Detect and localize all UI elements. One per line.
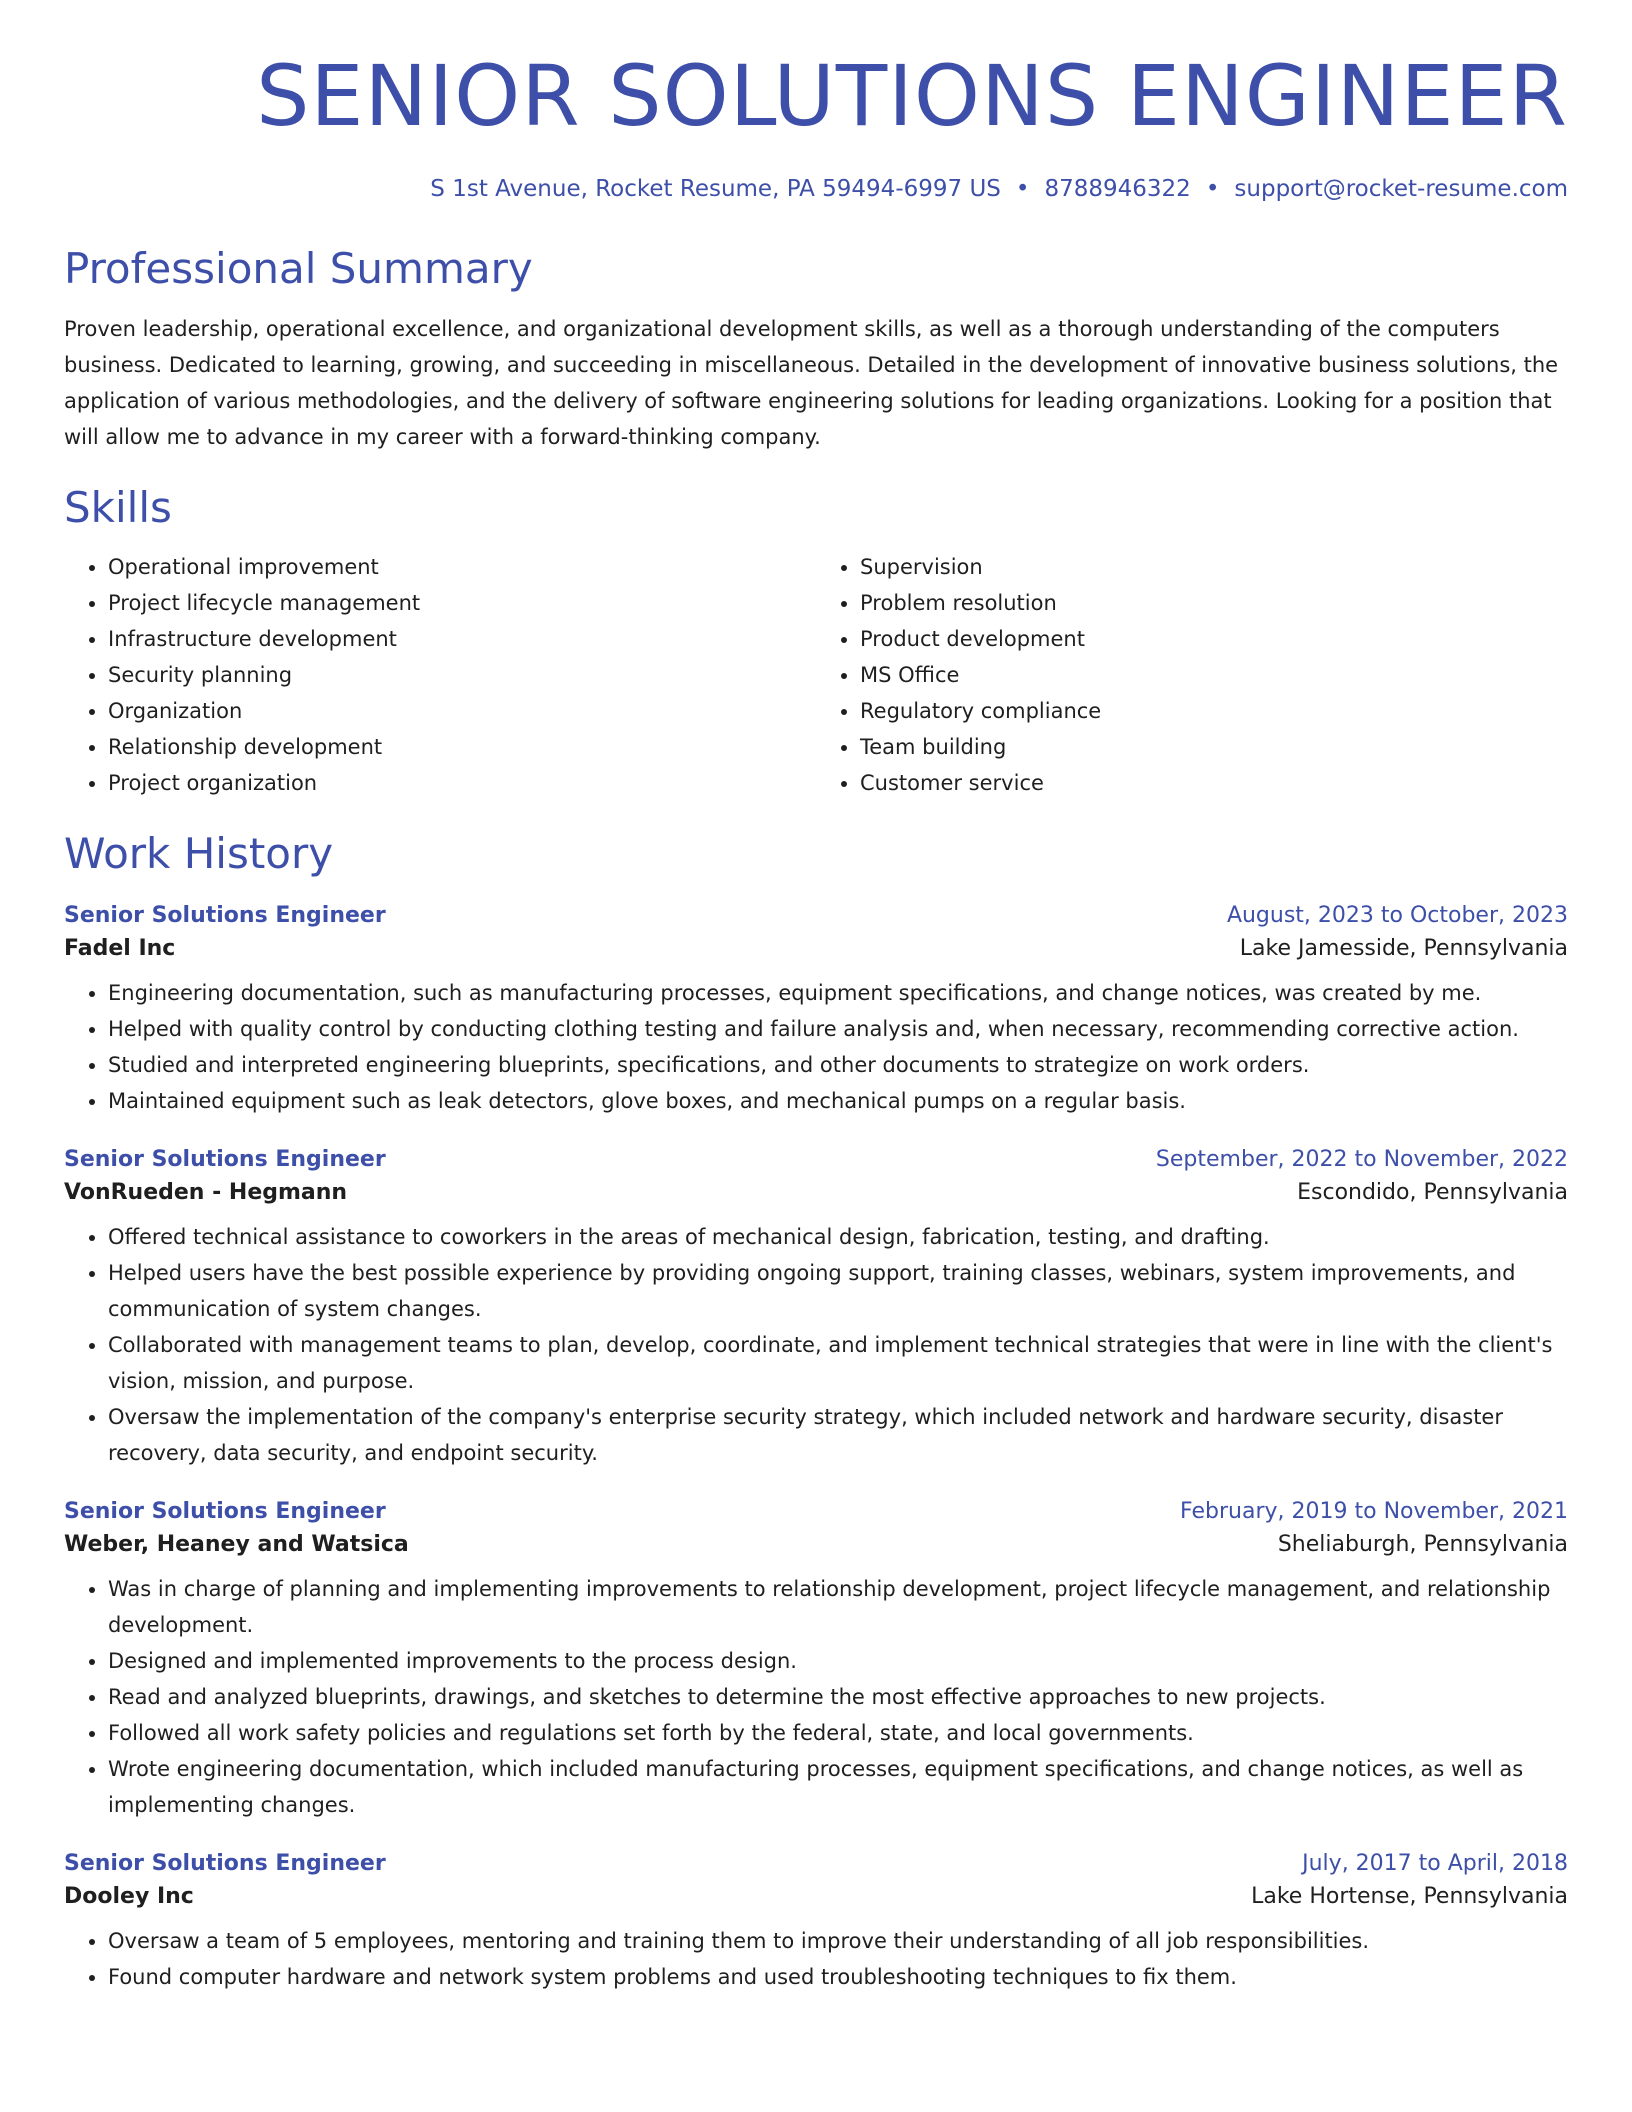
job-bullet: • Engineering documentation, such as manufacturing processes, equipment specifications, and change notices, was created by me. — [108, 975, 1568, 1011]
skill-item: • MS Office — [860, 657, 1568, 693]
company-name: VonRueden - Hegmann — [64, 1180, 348, 1206]
job-title: Senior Solutions Engineer — [64, 903, 386, 929]
skill-item: • Team building — [860, 729, 1568, 765]
job-bullet: • Was in charge of planning and implementing improvements to relationship development, project lifecycle management, and relationship development. — [108, 1571, 1568, 1643]
job-bullet: • Offered technical assistance to coworkers in the areas of mechanical design, fabrication, testing, and drafting. — [108, 1219, 1568, 1255]
skills-heading: Skills — [64, 482, 172, 532]
job-bullet: • Followed all work safety policies and regulations set forth by the federal, state, and local governments. — [108, 1715, 1568, 1751]
job-bullets — [64, 975, 1568, 1119]
skill-item: • Regulatory compliance — [860, 693, 1568, 729]
phone: 8788946322 — [1044, 176, 1191, 203]
job-bullet: • Wrote engineering documentation, which included manufacturing processes, equipment specifications, and change notices, as well as implementing changes. — [108, 1751, 1568, 1823]
job-bullets — [64, 1219, 1568, 1471]
job-bullet: • Maintained equipment such as leak detectors, glove boxes, and mechanical pumps on a regular basis. — [108, 1083, 1568, 1119]
separator-dot: • — [1015, 176, 1030, 203]
job-bullets — [64, 1923, 1568, 1995]
job-bullet: • Oversaw a team of 5 employees, mentoring and training them to improve their understanding of all job responsibilities. — [108, 1923, 1568, 1959]
job-bullets — [64, 1571, 1568, 1823]
summary-heading: Professional Summary — [64, 244, 533, 294]
skills-section — [64, 483, 1568, 801]
skill-item: • Product development — [860, 621, 1568, 657]
skill-item: • Supervision — [860, 549, 1568, 585]
skill-item: • Project lifecycle management — [108, 585, 816, 621]
skill-item: • Organization — [108, 693, 816, 729]
job-entry — [64, 903, 1568, 1119]
work-history-section — [64, 829, 1568, 1995]
job-location: Lake Jamesside, Pennsylvania — [1239, 936, 1568, 962]
job-entry — [64, 1147, 1568, 1471]
job-location: Sheliaburgh, Pennsylvania — [1277, 1532, 1568, 1558]
skill-item: • Operational improvement — [108, 549, 816, 585]
summary-text: Proven leadership, operational excellence, and organizational development skills, as well as a thorough understanding of the computers business. Dedicated to learning, growing, and succeeding in miscellaneous. Detailed in the development of innovative business solutions, the application of various methodologies, and the delivery of software engineering solutions for leading organizations. Looking for a position that will allow me to advance in my career with a forward-thinking company. — [64, 316, 1559, 449]
job-location: Escondido, Pennsylvania — [1297, 1180, 1568, 1206]
job-bullet: • Found computer hardware and network system problems and used troubleshooting techniques to fix them. — [108, 1959, 1568, 1995]
skill-item: • Relationship development — [108, 729, 816, 765]
company-name: Weber, Heaney and Watsica — [64, 1532, 409, 1558]
skill-item: • Customer service — [860, 765, 1568, 801]
job-dates: February, 2019 to November, 2021 — [1180, 1499, 1568, 1525]
skill-item: • Security planning — [108, 657, 816, 693]
job-title: Senior Solutions Engineer — [64, 1851, 386, 1877]
job-entry — [64, 1499, 1568, 1823]
company-name: Dooley Inc — [64, 1884, 194, 1910]
skill-item: • Infrastructure development — [108, 621, 816, 657]
summary-section — [64, 244, 1568, 454]
company-name: Fadel Inc — [64, 936, 176, 962]
email: support@rocket-resume.com — [1234, 176, 1568, 203]
skills-list-left — [64, 549, 816, 801]
job-bullet: • Studied and interpreted engineering blueprints, specifications, and other documents to strategize on work orders. — [108, 1047, 1568, 1083]
work-history-heading: Work History — [64, 828, 334, 878]
job-bullet: • Helped users have the best possible experience by providing ongoing support, training classes, webinars, system improvements, and communication of system changes. — [108, 1255, 1568, 1327]
job-bullet: • Collaborated with management teams to plan, develop, coordinate, and implement technical strategies that were in line with the client's vision, mission, and purpose. — [108, 1327, 1568, 1399]
separator-dot: • — [1205, 176, 1220, 203]
skills-list-right — [816, 549, 1568, 801]
job-bullet: • Read and analyzed blueprints, drawings, and sketches to determine the most effective approaches to new projects. — [108, 1679, 1568, 1715]
skills-columns — [64, 549, 1568, 801]
job-dates: August, 2023 to October, 2023 — [1226, 903, 1568, 929]
job-bullet: • Oversaw the implementation of the company's enterprise security strategy, which included network and hardware security, disaster recovery, data security, and endpoint security. — [108, 1399, 1568, 1471]
job-title: Senior Solutions Engineer — [64, 1147, 386, 1173]
job-title: Senior Solutions Engineer — [64, 1499, 386, 1525]
contact-line — [64, 176, 1568, 202]
skill-item: • Problem resolution — [860, 585, 1568, 621]
candidate-name: SENIOR SOLUTIONS ENGINEER — [256, 47, 1568, 145]
job-entry — [64, 1851, 1568, 1995]
job-dates: September, 2022 to November, 2022 — [1155, 1147, 1568, 1173]
job-dates: July, 2017 to April, 2018 — [1302, 1851, 1568, 1877]
skill-item: • Project organization — [108, 765, 816, 801]
job-bullet: • Designed and implemented improvements to the process design. — [108, 1643, 1568, 1679]
job-bullet: • Helped with quality control by conducting clothing testing and failure analysis and, when necessary, recommending corrective action. — [108, 1011, 1568, 1047]
job-location: Lake Hortense, Pennsylvania — [1251, 1884, 1568, 1910]
address: S 1st Avenue, Rocket Resume, PA 59494-6997 US — [430, 176, 1001, 203]
